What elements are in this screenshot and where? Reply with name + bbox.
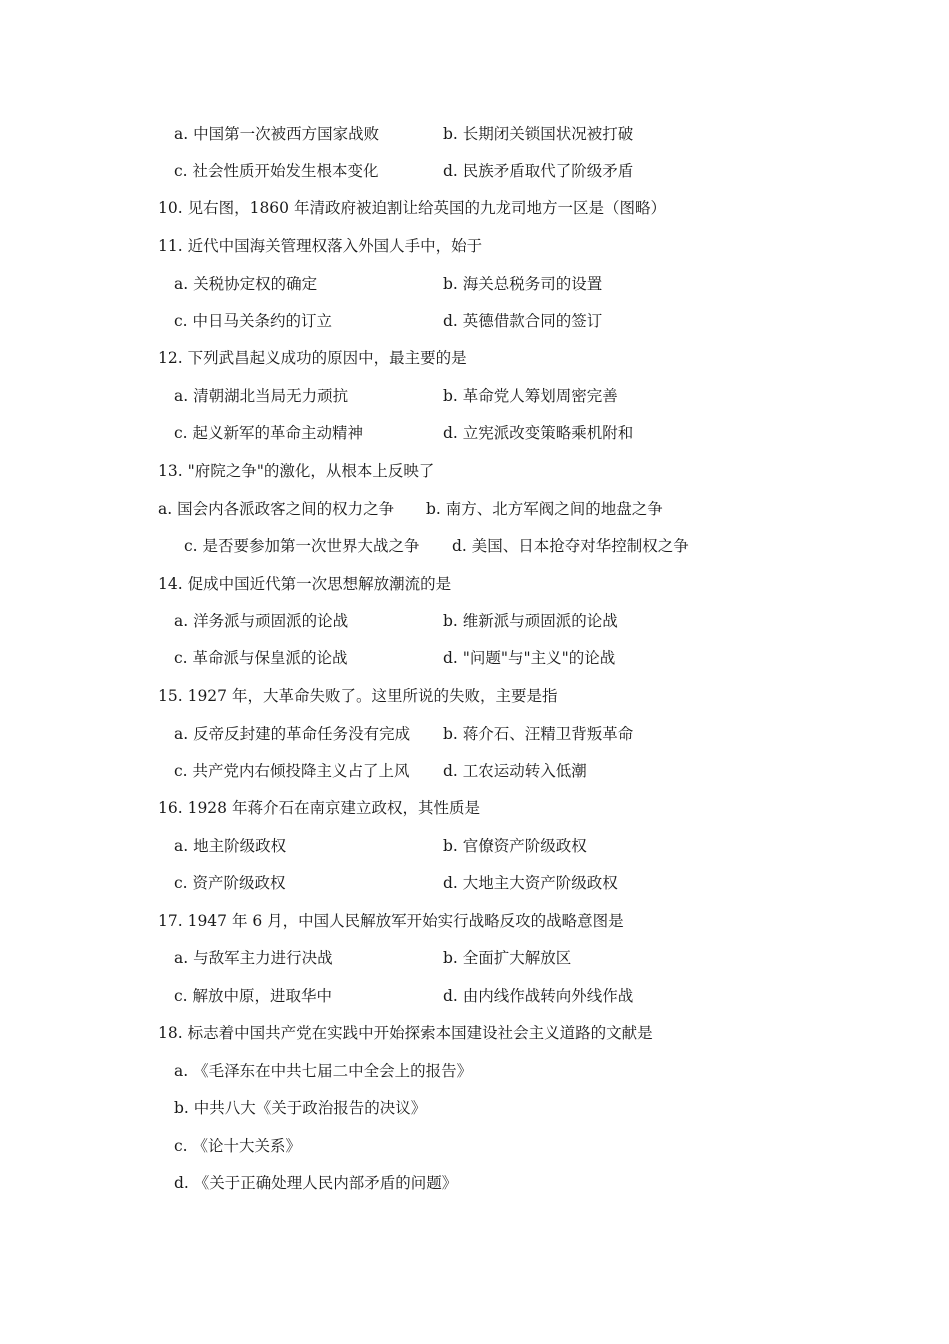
option-c: c. 起义新军的革命主动精神	[174, 424, 364, 442]
option-b: b. 革命党人筹划周密完善	[443, 387, 618, 405]
option-b: b. 官僚资产阶级政权	[443, 837, 587, 855]
option-a: a. 中国第一次被西方国家战败	[174, 125, 380, 143]
option-d: d. 英德借款合同的签订	[443, 312, 603, 330]
option-c: c. 是否要参加第一次世界大战之争	[184, 537, 420, 555]
option-b: b. 长期闭关锁国状况被打破	[443, 125, 634, 143]
option-c: c. 中日马关条约的订立	[174, 312, 333, 330]
option-a: a. 洋务派与顽固派的论战	[174, 612, 349, 630]
option-c: c. 社会性质开始发生根本变化	[174, 162, 379, 180]
option-b: b. 维新派与顽固派的论战	[443, 612, 618, 630]
option-b: b. 全面扩大解放区	[443, 949, 572, 967]
option-b: b. 蒋介石、汪精卫背叛革命	[443, 725, 634, 743]
question-16: 16. 1928 年蒋介石在南京建立政权，其性质是	[158, 799, 480, 817]
option-c: c. 《论十大关系》	[174, 1137, 302, 1155]
option-b: b. 中共八大《关于政治报告的决议》	[174, 1099, 427, 1117]
question-14: 14. 促成中国近代第一次思想解放潮流的是	[158, 575, 452, 593]
option-b: b. 南方、北方军阀之间的地盘之争	[426, 500, 663, 518]
option-d: d. "问题"与"主义"的论战	[443, 649, 616, 667]
option-d: d. 大地主大资产阶级政权	[443, 874, 618, 892]
question-12: 12. 下列武昌起义成功的原因中，最主要的是	[158, 349, 467, 367]
option-d: d. 由内线作战转向外线作战	[443, 987, 634, 1005]
question-13: 13. "府院之争"的激化，从根本上反映了	[158, 462, 435, 480]
option-b: b. 海关总税务司的设置	[443, 275, 603, 293]
option-c: c. 解放中原，进取华中	[174, 987, 333, 1005]
option-d: d. 《关于正确处理人民内部矛盾的问题》	[174, 1174, 458, 1192]
question-15: 15. 1927 年，大革命失败了。这里所说的失败，主要是指	[158, 687, 558, 705]
option-d: d. 民族矛盾取代了阶级矛盾	[443, 162, 634, 180]
option-d: d. 工农运动转入低潮	[443, 762, 587, 780]
option-a: a. 地主阶级政权	[174, 837, 287, 855]
option-a: a. 清朝湖北当局无力顽抗	[174, 387, 349, 405]
option-a: a. 反帝反封建的革命任务没有完成	[174, 725, 411, 743]
question-18: 18. 标志着中国共产党在实践中开始探索本国建设社会主义道路的文献是	[158, 1024, 653, 1042]
option-c: c. 共产党内右倾投降主义占了上风	[174, 762, 410, 780]
option-d: d. 美国、日本抢夺对华控制权之争	[452, 537, 689, 555]
question-17: 17. 1947 年 6 月，中国人民解放军开始实行战略反攻的战略意图是	[158, 912, 624, 930]
option-a: a. 国会内各派政客之间的权力之争	[158, 500, 395, 518]
option-a: a. 关税协定权的确定	[174, 275, 318, 293]
question-10: 10. 见右图，1860 年清政府被迫割让给英国的九龙司地方一区是（图略）	[158, 199, 666, 217]
option-c: c. 资产阶级政权	[174, 874, 286, 892]
option-d: d. 立宪派改变策略乘机附和	[443, 424, 634, 442]
option-a: a. 与敌军主力进行决战	[174, 949, 333, 967]
question-11: 11. 近代中国海关管理权落入外国人手中，始于	[158, 237, 483, 255]
option-a: a. 《毛泽东在中共七届二中全会上的报告》	[174, 1062, 473, 1080]
option-c: c. 革命派与保皇派的论战	[174, 649, 348, 667]
